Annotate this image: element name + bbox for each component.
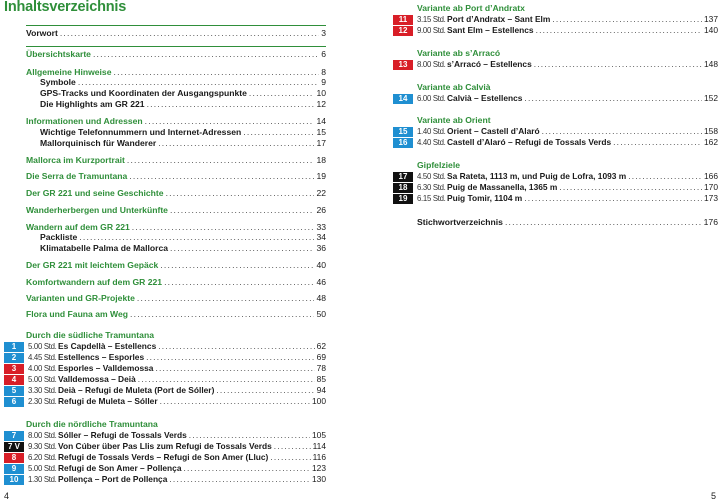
stage-row[interactable]: 7 8.00 Std. Sóller – Refugi de Tossals Verds ..... 105: [4, 430, 326, 441]
toc-entry-flora-fauna[interactable]: Flora und Fauna am Weg ..... 50: [26, 308, 326, 320]
stage-row[interactable]: 10 1.30 Std. Pollença – Port de Pollença ..... 130: [4, 474, 326, 485]
stage-badge: 5: [4, 386, 24, 396]
stage-badge: 2: [4, 353, 24, 363]
toc-entry-telefonnummern[interactable]: Wichtige Telefonnummern und Internet-Adressen ..... 15: [40, 126, 326, 138]
stage-badge: 16: [393, 138, 413, 148]
stage-badge: 8: [4, 453, 24, 463]
page-number: 4: [4, 491, 10, 501]
toc-entry-mallorquinisch[interactable]: Mallorquinisch für Wanderer ..... 17: [40, 137, 326, 149]
stage-badge: 4: [4, 375, 24, 385]
section-heading: Variante ab Calvià: [417, 82, 491, 92]
toc-entry-geschichte[interactable]: Der GR 221 und seine Geschichte ..... 22: [26, 187, 326, 199]
toc-entry-informationen[interactable]: Informationen und Adressen ..... 14: [26, 115, 326, 127]
stage-row[interactable]: 1 5.00 Std. Es Capdellà – Estellencs ..... 62: [4, 341, 326, 352]
toc-entry-highlights[interactable]: Die Highlights am GR 221 ..... 12: [40, 98, 326, 110]
stage-badge: 15: [393, 127, 413, 137]
stage-badge: 7: [4, 431, 24, 441]
stage-badge: 9: [4, 464, 24, 474]
stage-row[interactable]: 2 4.45 Std. Estellencs – Esporles ..... 69: [4, 352, 326, 363]
toc-entry-klimatabelle[interactable]: Klimatabelle Palma de Mallorca ..... 36: [40, 242, 326, 254]
toc-entry-wanderherbergen[interactable]: Wanderherbergen und Unterkünfte ..... 26: [26, 204, 326, 216]
stage-badge: 10: [4, 475, 24, 485]
page-title: Inhaltsverzeichnis: [4, 0, 127, 15]
toc-entry-varianten[interactable]: Varianten und GR-Projekte ..... 48: [26, 292, 326, 304]
stage-badge: 18: [393, 183, 413, 193]
stage-row[interactable]: 9 5.00 Std. Refugi de Son Amer – Pollença ..... 123: [4, 463, 326, 474]
stage-badge: 1: [4, 342, 24, 352]
stage-row[interactable]: 14 6.00 Std. Calvià – Estellencs ..... 152: [393, 93, 718, 104]
toc-entry-stichwortverzeichnis[interactable]: Stichwortverzeichnis ..... 176: [417, 216, 718, 228]
divider: [26, 46, 326, 47]
stage-badge: 11: [393, 15, 413, 25]
section-heading: Variante ab Port d’Andratx: [417, 3, 525, 13]
stage-badge: 12: [393, 26, 413, 36]
stage-row[interactable]: 8 6.20 Std. Refugi de Tossals Verds – Refugi de Son Amer (Lluc) ..... 116: [4, 452, 326, 463]
stage-badge: 3: [4, 364, 24, 374]
section-heading: Gipfelziele: [417, 160, 460, 170]
stage-badge: 17: [393, 172, 413, 182]
right-page: [360, 0, 720, 503]
divider: [26, 25, 326, 26]
stage-row[interactable]: 6 2.30 Std. Refugi de Muleta – Sóller ..... 100: [4, 396, 326, 407]
toc-entry-leichtes-gepaeck[interactable]: Der GR 221 mit leichtem Gepäck ..... 40: [26, 259, 326, 271]
stage-badge: 6: [4, 397, 24, 407]
stage-row[interactable]: 16 4.40 Std. Castell d’Alaró – Refugi de Tossals Verds ..... 162: [393, 137, 718, 148]
toc-entry-kurzportrait[interactable]: Mallorca im Kurzportrait ..... 18: [26, 154, 326, 166]
stage-row[interactable]: 3 4.00 Std. Esporles – Valldemossa ..... 78: [4, 363, 326, 374]
toc-entry-symbole[interactable]: Symbole ..... 9: [40, 76, 326, 88]
toc-entry-serra[interactable]: Die Serra de Tramuntana ..... 19: [26, 170, 326, 182]
section-heading-south: Durch die südliche Tramuntana: [26, 330, 154, 340]
stage-badge: 19: [393, 194, 413, 204]
stage-row[interactable]: 15 1.40 Std. Orient – Castell d’Alaró ..... 158: [393, 126, 718, 137]
section-heading: Variante ab Orient: [417, 115, 491, 125]
stage-badge: 14: [393, 94, 413, 104]
stage-row[interactable]: 7 V 9.30 Std. Von Cúber über Pas Llis zum Refugi de Tossals Verds ..... 114: [4, 441, 326, 452]
stage-row[interactable]: 4 5.00 Std. Valldemossa – Deià ..... 85: [4, 374, 326, 385]
toc-entry-uebersichtskarte[interactable]: Übersichtskarte ..... 6: [26, 48, 326, 60]
stage-row[interactable]: 5 3.30 Std. Deià – Refugi de Muleta (Port de Sóller) ..... 94: [4, 385, 326, 396]
stage-badge: 7 V: [4, 442, 24, 452]
stage-badge: 13: [393, 60, 413, 70]
stage-row[interactable]: 18 6.30 Std. Puig de Massanella, 1365 m ..... 170: [393, 182, 718, 193]
toc-entry-gps-tracks[interactable]: GPS-Tracks und Koordinaten der Ausgangspunkte ..... 10: [40, 87, 326, 99]
toc-entry-komfortwandern[interactable]: Komfortwandern auf dem GR 221 ..... 46: [26, 276, 326, 288]
page-number: 5: [710, 491, 716, 501]
section-heading: Variante ab s’Arracó: [417, 48, 501, 58]
toc-entry-allgemeine-hinweise[interactable]: Allgemeine Hinweise ..... 8: [26, 66, 326, 78]
stage-row[interactable]: 12 9.00 Std. Sant Elm – Estellencs ..... 140: [393, 25, 718, 36]
toc-entry-vorwort[interactable]: Vorwort ..... 3: [26, 27, 326, 39]
toc-entry-packliste[interactable]: Packliste ..... 34: [40, 231, 326, 243]
stage-row[interactable]: 11 3.15 Std. Port d’Andratx – Sant Elm ..... 137: [393, 14, 718, 25]
toc-entry-wandern[interactable]: Wandern auf dem GR 221 ..... 33: [26, 221, 326, 233]
stage-row[interactable]: 17 4.50 Std. Sa Rateta, 1113 m, und Puig de Lofra, 1093 m ..... 166: [393, 171, 718, 182]
stage-row[interactable]: 19 6.15 Std. Puig Tomir, 1104 m ..... 173: [393, 193, 718, 204]
section-heading-north: Durch die nördliche Tramuntana: [26, 419, 158, 429]
stage-row[interactable]: 13 8.00 Std. s’Arracó – Estellencs ..... 148: [393, 59, 718, 70]
